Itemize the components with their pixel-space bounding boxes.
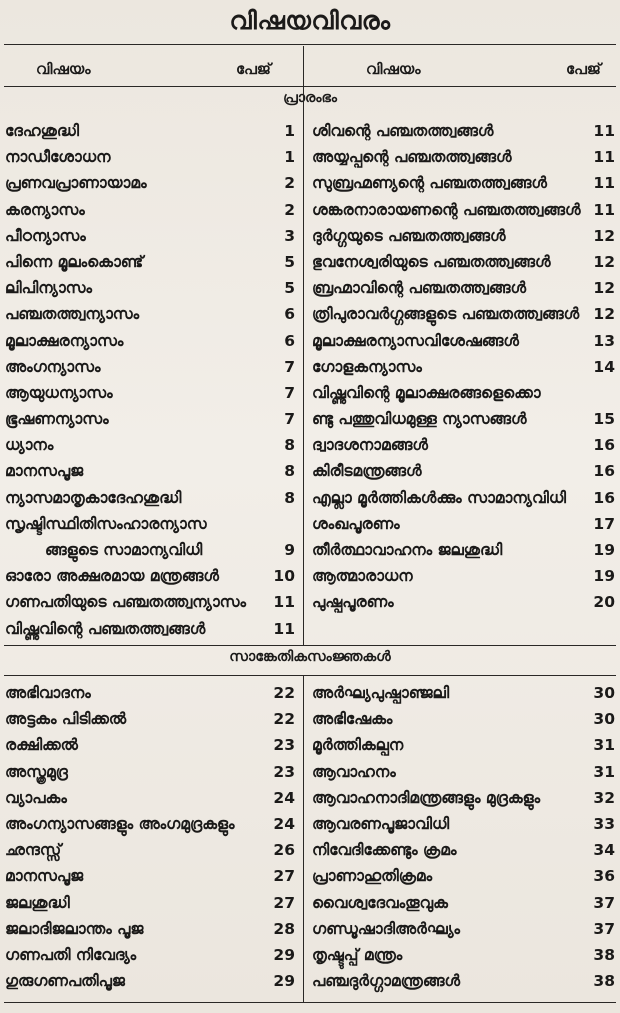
toc-entry (5, 118, 295, 144)
toc-entry-title: മൂർത്തികല്പന (312, 736, 404, 755)
toc-entry-page: 22 (273, 684, 295, 702)
toc-entry (5, 863, 295, 889)
toc-entry-title: ണ്ടു പത്തുവിധമുള്ള ന്യാസങ്ങൾ (312, 410, 527, 429)
toc-entry-page: 7 (284, 410, 295, 429)
toc-entry-page: 34 (593, 841, 615, 860)
toc-entry-title: മാനസപൂജ (5, 462, 84, 481)
toc-entry-title: ധ്യാനം (5, 436, 54, 455)
toc-entry-page: 13 (593, 331, 615, 350)
toc-entry-page: 30 (593, 710, 615, 729)
toc-entry-title: അയ്യപ്പന്റെ പഞ്ചതത്ത്വങ്ങൾ (312, 148, 512, 167)
toc-entry-title: പ്രാണാഹുതിക്രമം (312, 867, 433, 886)
toc-entry-page: 1 (284, 148, 295, 167)
toc-entry-title: മൂലാക്ഷരന്യാസം (5, 331, 124, 350)
toc-entry (5, 249, 295, 275)
toc-entry-page: 9 (284, 541, 295, 559)
toc-entry (5, 144, 295, 170)
toc-entry (312, 223, 615, 249)
toc-entry-title: ആയുധന്യാസം (5, 383, 113, 402)
toc-entry (5, 170, 295, 196)
toc-entry (312, 511, 615, 537)
toc-entry-title: ആവരണപൂജാവിധി (312, 814, 450, 833)
toc-entry-title: ആത്മാരാധന (312, 567, 413, 586)
toc-entry (312, 890, 615, 916)
toc-entry (312, 328, 615, 354)
toc-entry-page: 3 (284, 226, 295, 245)
toc-entry-title: പ്രണവപ്രാണായാമം (5, 174, 147, 193)
toc-entry-title: വ്യാപകം (5, 788, 67, 807)
toc-entry-title: അർഘ്യപുഷ്പാഞ്ജലി (312, 684, 450, 702)
toc-entry (5, 942, 295, 968)
toc-entry (312, 759, 615, 785)
toc-entry-page: 29 (273, 972, 295, 991)
toc-entry-page: 27 (273, 893, 295, 912)
toc-entry (312, 432, 615, 458)
toc-entry (5, 458, 295, 484)
toc-entry (5, 785, 295, 811)
toc-entry (5, 380, 295, 406)
toc-entry-page: 17 (593, 514, 615, 533)
header-subject-left: വിഷയം (36, 60, 91, 78)
toc-entry-title: ശിവന്റെ പഞ്ചതത്ത്വങ്ങൾ (312, 122, 494, 140)
toc-entry-title: എല്ലാ മൂർത്തികൾക്കും സാമാന്യവിധി (312, 488, 567, 507)
toc-entry-title: ജലാദിജലാന്തം പൂജ (5, 919, 144, 938)
toc-entry-title: ലിപിന്യാസം (5, 279, 93, 298)
toc-entry (5, 406, 295, 432)
toc-entry-page: 38 (593, 972, 615, 991)
toc-entry-title: കിരീടമന്ത്രങ്ങൾ (312, 462, 422, 481)
toc-entry (312, 144, 615, 170)
toc-entry-page: 37 (593, 919, 615, 938)
header-rule (4, 86, 616, 87)
toc-entry-page: 23 (273, 736, 295, 755)
toc-entry-title: മൂലാക്ഷരന്യാസവിശേഷങ്ങൾ (312, 331, 519, 350)
toc-entry (5, 837, 295, 863)
toc-entry (5, 616, 295, 642)
toc-entry-title: വിഷ്ണുവിന്റെ മൂലാക്ഷരങ്ങളെക്കൊ (312, 383, 541, 402)
section-1-right-column (312, 118, 615, 616)
toc-entry-title: അസ്ത്രമുദ്ര (5, 762, 68, 781)
toc-entry (5, 759, 295, 785)
toc-entry-page: 20 (593, 593, 615, 612)
toc-entry-title: വിഷ്ണുവിന്റെ പഞ്ചതത്ത്വങ്ങൾ (5, 619, 206, 638)
toc-entry-title: ബ്രഹ്മാവിന്റെ പഞ്ചതത്ത്വങ്ങൾ (312, 279, 527, 298)
toc-entry-title: ദേഹശുദ്ധി (5, 122, 80, 140)
toc-entry-page: 8 (284, 488, 295, 507)
toc-entry (312, 785, 615, 811)
toc-entry-page: 11 (273, 619, 295, 638)
toc-entry (5, 968, 295, 994)
toc-entry-title: അട്ടകം പിടിക്കൽ (5, 710, 127, 729)
toc-entry-page: 26 (273, 841, 295, 860)
toc-entry (312, 406, 615, 432)
toc-entry-page: 14 (593, 357, 615, 376)
toc-entry-page: 6 (284, 305, 295, 324)
toc-entry-page: 6 (284, 331, 295, 350)
toc-entry-title: ദുർഗ്ഗയുടെ പഞ്ചതത്ത്വങ്ങൾ (312, 226, 506, 245)
column-divider-2 (303, 675, 304, 1002)
toc-entry (312, 706, 615, 732)
toc-entry-page: 5 (284, 279, 295, 298)
toc-entry-title: സൃഷ്ടിസ്ഥിതിസംഹാരന്യാസ (5, 514, 207, 533)
toc-entry-page: 16 (593, 488, 615, 507)
toc-entry-title: ഗണ്ഡൂഷാദിഅർഘ്യം (312, 919, 461, 938)
toc-entry-title: കരന്യാസം (5, 200, 85, 219)
section-2-right-column (312, 680, 615, 994)
toc-entry-page: 24 (273, 814, 295, 833)
toc-entry (5, 563, 295, 589)
toc-entry-title: നാഡീശോധന (5, 148, 111, 167)
toc-entry-page: 16 (593, 436, 615, 455)
toc-entry-title: പഞ്ചദുർഗ്ഗാമന്ത്രങ്ങൾ (312, 972, 461, 991)
header-page-left: പേജ് (236, 60, 271, 78)
toc-entry (5, 680, 295, 706)
toc-entry-page: 19 (593, 567, 615, 586)
toc-entry-title: ആവാഹനം (312, 762, 396, 781)
top-rule (4, 44, 616, 45)
toc-entry (312, 197, 615, 223)
toc-entry (312, 301, 615, 327)
toc-entry (312, 589, 615, 615)
toc-entry-page: 7 (284, 357, 295, 376)
toc-entry-title: മാനസപൂജ (5, 867, 84, 886)
page-title: വിഷയവിവരം (229, 6, 391, 35)
toc-entry (312, 380, 615, 406)
toc-entry-page: 11 (593, 200, 615, 219)
bottom-rule (4, 1002, 616, 1003)
toc-entry (5, 301, 295, 327)
toc-entry-page: 31 (593, 736, 615, 755)
toc-entry (312, 916, 615, 942)
toc-entry-title: ഗുരുഗണപതിപൂജ (5, 972, 125, 991)
toc-entry-title: നിവേദിക്കേണ്ടും ക്രമം (312, 841, 457, 860)
toc-entry (5, 589, 295, 615)
toc-entry-title: ആവാഹനാദിമന്ത്രങ്ങളും മുദ്രകളും (312, 788, 541, 807)
toc-entry-title: തൃഷ്ടുപ്പ് മന്ത്രം (312, 945, 403, 964)
toc-entry-title: ഗോളകന്യാസം (312, 357, 422, 376)
toc-entry (5, 916, 295, 942)
toc-entry-title: പീഠന്യാസം (5, 226, 86, 245)
section-2-rule (4, 675, 616, 676)
toc-entry-title: ഓരോ അക്ഷരമായ മന്ത്രങ്ങൾ (5, 567, 219, 586)
toc-entry-page: 12 (593, 252, 615, 271)
toc-entry (312, 537, 615, 563)
toc-entry-page: 5 (284, 252, 295, 271)
header-page-right: പേജ് (566, 60, 601, 78)
toc-entry (5, 275, 295, 301)
toc-entry-page: 11 (273, 593, 295, 612)
toc-entry-page: 8 (284, 436, 295, 455)
toc-entry (312, 942, 615, 968)
toc-entry-page: 2 (284, 174, 295, 193)
toc-entry-title: ഗണപതി നിവേദ്യം (5, 945, 137, 964)
toc-entry-page: 10 (273, 567, 295, 586)
toc-entry-title: ങ്ങളുടെ സാമാന്യവിധി (45, 541, 203, 559)
toc-entry (312, 968, 615, 994)
toc-entry-page: 27 (273, 867, 295, 886)
toc-entry-page: 24 (273, 788, 295, 807)
toc-entry (5, 328, 295, 354)
toc-entry-title: അഭിഷേകം (312, 710, 393, 729)
toc-entry-page: 29 (273, 945, 295, 964)
toc-entry (5, 890, 295, 916)
toc-entry-title: ഗണപതിയുടെ പഞ്ചതത്ത്വന്യാസം (5, 593, 247, 612)
toc-entry (312, 249, 615, 275)
column-divider-1 (303, 46, 304, 645)
toc-entry-page: 19 (593, 541, 615, 559)
toc-entry-page: 12 (593, 305, 615, 324)
section-title-sanketika: സാങ്കേതികസംജ്ഞകൾ (229, 649, 391, 665)
toc-entry-page: 23 (273, 762, 295, 781)
toc-entry (5, 354, 295, 380)
toc-entry (312, 837, 615, 863)
toc-entry-page: 1 (284, 122, 295, 140)
toc-entry (5, 732, 295, 758)
toc-entry-title: ന്യാസമാതൃകാദേഹശുദ്ധി (5, 488, 182, 507)
section-2-left-column (5, 680, 295, 994)
toc-entry-page: 32 (593, 788, 615, 807)
section-title-prarambham: പ്രാരംഭം (283, 90, 337, 106)
toc-entry-page: 37 (593, 893, 615, 912)
toc-entry-page: 15 (593, 410, 615, 429)
toc-entry-title: പുഷ്പപൂരണം (312, 593, 394, 612)
toc-entry (312, 863, 615, 889)
toc-entry-title: ജലശുദ്ധി (5, 893, 70, 912)
section-1-left-column (5, 118, 295, 642)
toc-entry-title: വൈശ്വദേവംതൂവുക (312, 893, 448, 912)
toc-entry-title: ശംഖപൂരണം (312, 514, 400, 533)
toc-entry (312, 732, 615, 758)
toc-entry-title: ഛന്ദസ്സ് (5, 841, 62, 860)
toc-entry-page: 8 (284, 462, 295, 481)
toc-entry-page: 16 (593, 462, 615, 481)
toc-entry-page: 33 (593, 814, 615, 833)
toc-entry (312, 118, 615, 144)
toc-entry (5, 223, 295, 249)
toc-entry-page: 11 (593, 174, 615, 193)
toc-entry (312, 170, 615, 196)
toc-entry (5, 432, 295, 458)
toc-entry-title: രക്ഷിക്കൽ (5, 736, 78, 755)
toc-entry (5, 811, 295, 837)
toc-entry (312, 485, 615, 511)
toc-entry (312, 354, 615, 380)
toc-entry-title: സുബ്രഹ്മണ്യന്റെ പഞ്ചതത്ത്വങ്ങൾ (312, 174, 547, 193)
header-subject-right: വിഷയം (366, 60, 421, 78)
toc-entry-title: ഭൂഷണന്യാസം (5, 410, 109, 429)
toc-entry (5, 511, 295, 537)
toc-entry-title: ഭുവനേശ്വരിയുടെ പഞ്ചതത്ത്വങ്ങൾ (312, 252, 551, 271)
toc-entry-page: 22 (273, 710, 295, 729)
toc-entry-page: 36 (593, 867, 615, 886)
toc-entry-page: 12 (593, 279, 615, 298)
section-divider-rule (4, 645, 616, 646)
toc-entry-page: 11 (593, 122, 615, 140)
toc-entry-title: അംഗന്യാസങ്ങളും അംഗമുദ്രകളും (5, 814, 235, 833)
toc-entry-title: അഭിവാദനം (5, 684, 91, 702)
toc-entry-page: 28 (273, 919, 295, 938)
toc-entry-title: പഞ്ചതത്ത്വന്യാസം (5, 305, 140, 324)
toc-entry (5, 537, 295, 563)
toc-entry (312, 680, 615, 706)
toc-entry (312, 275, 615, 301)
toc-entry-title: പിന്നെ മൂലംകൊണ്ട് (5, 252, 144, 271)
toc-entry-title: ത്രിപുരാവർഗ്ഗങ്ങളുടെ പഞ്ചതത്ത്വങ്ങൾ (312, 305, 580, 324)
toc-entry (312, 458, 615, 484)
toc-entry-page: 2 (284, 200, 295, 219)
toc-entry-title: അംഗന്യാസം (5, 357, 101, 376)
toc-entry-page: 38 (593, 945, 615, 964)
toc-entry (5, 197, 295, 223)
toc-entry (312, 811, 615, 837)
toc-entry (5, 485, 295, 511)
toc-entry (312, 563, 615, 589)
toc-entry-title: തീർത്ഥാവാഹനം ജലശുദ്ധി (312, 541, 503, 559)
toc-entry-page: 12 (593, 226, 615, 245)
toc-entry-page: 11 (593, 148, 615, 167)
toc-entry-page: 7 (284, 383, 295, 402)
toc-entry (5, 706, 295, 732)
toc-entry-title: ശങ്കരനാരായണന്റെ പഞ്ചതത്ത്വങ്ങൾ (312, 200, 581, 219)
toc-entry-page: 30 (593, 684, 615, 702)
toc-entry-page: 31 (593, 762, 615, 781)
toc-entry-title: ദ്വാദശനാമങ്ങൾ (312, 436, 428, 455)
